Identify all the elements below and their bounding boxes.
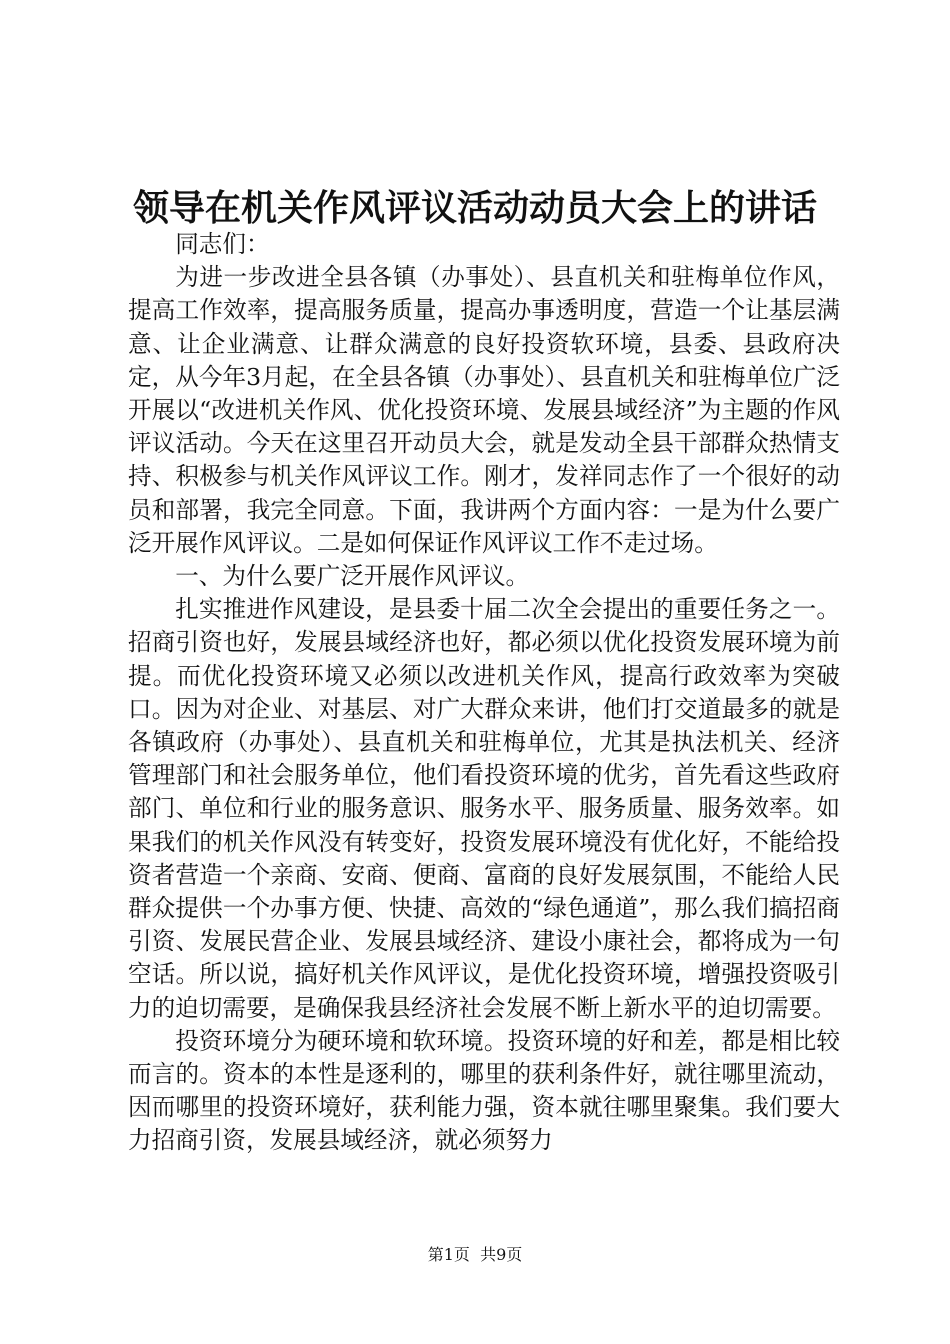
document-body (128, 228, 840, 1158)
paragraph-work-style: 扎实推进作风建设，是县委十届二次全会提出的重要任务之一。招商引资也好，发展县域经济也好，都必须以优化投资发展环境为前提。而优化投资环境又必须以改进机关作风，提高行政效率为突破口。因为对企业、对基层、对广大群众来讲，他们打交道最多的就是各镇政府（办事处）、县直机关和驻梅单位，尤其是执法机关、经济管理部门和社会服务单位，他们看投资环境的优劣，首先看这些政府部门、单位和行业的服务意识、服务水平、服务质量、服务效率。如果我们的机关作风没有转变好，投资发展环境没有优化好，不能给投资者营造一个亲商、安商、便商、富商的良好发展氛围，不能给人民群众提供一个办事方便、快捷、高效的“绿色通道”，那么我们搞招商引资、发展民营企业、发展县域经济、建设小康社会，都将成为一句空话。所以说，搞好机关作风评议，是优化投资环境，增强投资吸引力的迫切需要，是确保我县经济社会发展不断上新水平的迫切需要。 (128, 595, 840, 1022)
document-title: 领导在机关作风评议活动动员大会上的讲话 (132, 187, 817, 229)
page-number-footer: 第1页 共9页 (427, 1245, 523, 1264)
paragraph-investment-environment: 投资环境分为硬环境和软环境。投资环境的好和差，都是相比较而言的。资本的本性是逐利的，哪里的获利条件好，就往哪里流动，因而哪里的投资环境好，获利能力强，资本就往哪里聚集。我们要大力招商引资，发展县域经济，就必须努力 (128, 1026, 840, 1155)
salutation: 同志们： (175, 230, 270, 258)
section-heading-1: 一、为什么要广泛开展作风评议。 (175, 562, 530, 591)
paragraph-intro: 为进一步改进全县各镇（办事处）、县直机关和驻梅单位作风，提高工作效率，提高服务质量，提高办事透明度，营造一个让基层满意、让企业满意、让群众满意的良好投资软环境，县委、县政府决定，从今年3月起，在全县各镇（办事处）、县直机关和驻梅单位广泛开展以“改进机关作风、优化投资环境、发展县域经济”为主题的作风评议活动。今天在这里召开动员大会，就是发动全县干部群众热情支持、积极参与机关作风评议工作。刚才，发祥同志作了一个很好的动员和部署，我完全同意。下面，我讲两个方面内容：一是为什么要广泛开展作风评议。二是如何保证作风评议工作不走过场。 (128, 263, 840, 557)
